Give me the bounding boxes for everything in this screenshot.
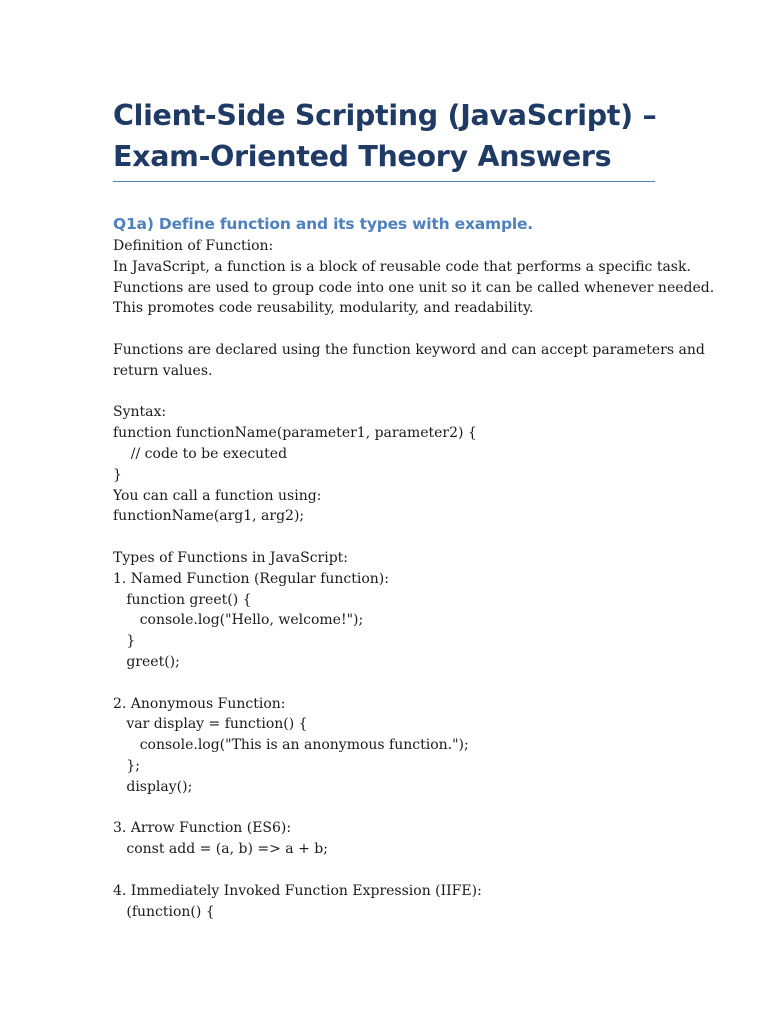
body-line: function functionName(parameter1, parameter2) { [113, 425, 477, 442]
body-line: 2. Anonymous Function: [113, 695, 286, 712]
body-line [113, 382, 658, 403]
body-line: 1. Named Function (Regular function): [113, 570, 389, 587]
body-line: greet(); [113, 653, 180, 670]
body-line: return values. [113, 362, 213, 379]
document-title-line: Exam-Oriented Theory Answers [113, 140, 612, 173]
question-heading: Q1a) Define function and its types with example. [113, 215, 533, 233]
document-title-line: Client-Side Scripting (JavaScript) – [113, 99, 657, 132]
body-line: In JavaScript, a function is a block of reusable code that performs a specific task. [113, 258, 691, 275]
body-line: }; [113, 757, 140, 774]
document-title [113, 95, 655, 182]
body-line [113, 673, 658, 694]
body-line [113, 527, 658, 548]
body-line: 4. Immediately Invoked Function Expression (IIFE): [113, 882, 482, 899]
body-line: You can call a function using: [113, 487, 322, 504]
body-line: display(); [113, 778, 193, 795]
body-line: Types of Functions in JavaScript: [113, 549, 349, 566]
body-line [113, 860, 658, 881]
body-line: This promotes code reusability, modularity, and readability. [113, 300, 534, 317]
body-line: Definition of Function: [113, 238, 274, 254]
body-line: (function() { [113, 903, 215, 920]
body-line [113, 319, 658, 340]
document-content [113, 95, 715, 922]
body-line: const add = (a, b) => a + b; [113, 841, 328, 858]
body-line: console.log("This is an anonymous function."); [113, 737, 469, 754]
body-line: Functions are used to group code into one unit so it can be called whenever needed. [113, 279, 715, 296]
body-line: Functions are declared using the function keyword and can accept parameters and [113, 341, 705, 358]
body-line: functionName(arg1, arg2); [113, 508, 305, 525]
body-line: console.log("Hello, welcome!"); [113, 612, 364, 629]
body-line: // code to be executed [113, 445, 288, 462]
body-line: function greet() { [113, 591, 252, 608]
body-line: Syntax: [113, 404, 167, 421]
body-line: var display = function() { [113, 716, 308, 733]
body-line: 3. Arrow Function (ES6): [113, 820, 292, 837]
body-line [113, 798, 658, 819]
answer-body [113, 236, 715, 922]
body-line: } [113, 633, 136, 650]
body-line: } [113, 466, 122, 483]
